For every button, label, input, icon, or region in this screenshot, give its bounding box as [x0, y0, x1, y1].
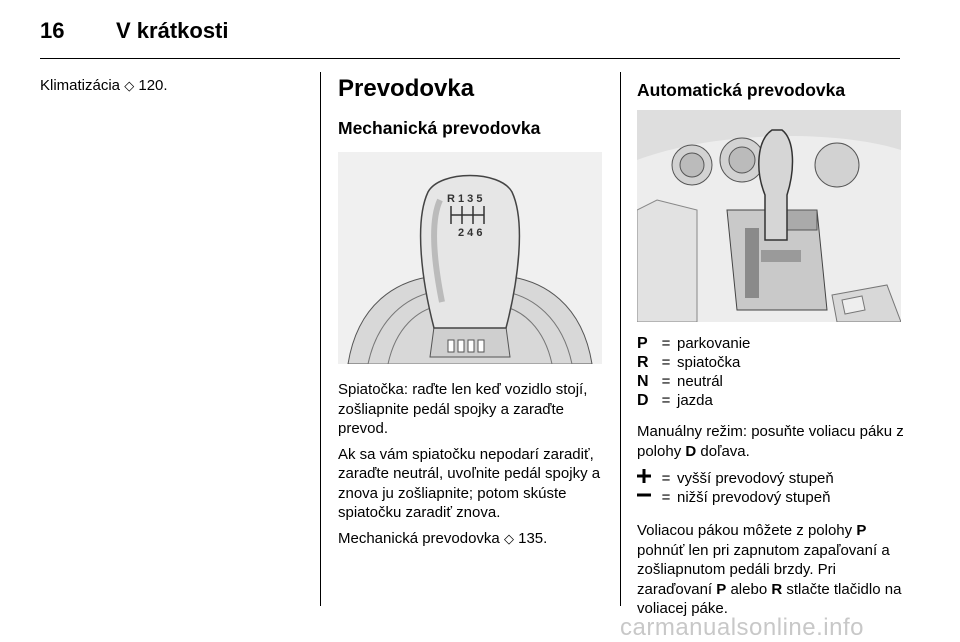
position-p-key: P — [716, 580, 727, 598]
legend-equals: = — [661, 373, 671, 390]
legend-row — [637, 353, 905, 372]
manual-mode-paragraph — [637, 422, 905, 461]
legend-row — [637, 334, 905, 353]
legend-key: D — [637, 392, 649, 409]
selector-lever-paragraph — [637, 521, 905, 619]
legend-key: R — [637, 354, 649, 371]
column-3 — [637, 72, 905, 619]
page-title: V krátkosti — [116, 18, 229, 43]
plus-icon — [637, 469, 655, 488]
reference-page: 135. — [518, 529, 548, 547]
legend-equals: = — [661, 354, 671, 371]
reference-arrow-icon: ◇ — [503, 530, 514, 546]
paragraph-text: pohnúť len pri zapnutom zapaľovaní a zošliapnutom pedáli brzdy. Pri zaraďovaní — [637, 541, 890, 598]
position-d-key: D — [685, 442, 697, 460]
paragraph-text: alebo — [730, 580, 768, 598]
gear-knob-illustration — [338, 152, 602, 364]
header-rule — [40, 58, 900, 59]
legend-key: N — [637, 373, 649, 390]
position-r-key: R — [771, 580, 783, 598]
climate-reference[interactable] — [40, 76, 310, 96]
column-divider-2 — [620, 72, 621, 606]
reverse-gear-retry-paragraph: Ak sa vám spiatočku nepodarí zaradiť, zaraďte neutrál, uvoľnite pedál spojky a znova ju zošliapnite; potom skúste spiatočku zaradiť znova. — [338, 445, 601, 521]
legend-value: parkovanie — [677, 335, 751, 352]
legend-equals: = — [661, 470, 671, 487]
legend-row-minus — [637, 488, 905, 507]
legend-key: P — [637, 335, 648, 352]
reverse-gear-paragraph: Spiatočka: raďte len keď vozidlo stojí, zošliapnite pedál spojky a zaraďte prevod. — [338, 381, 588, 437]
manual-mode-text: Manuálny režim: posuňte voliacu páku z polohy — [637, 423, 904, 460]
manual-mode-text-end: doľava. — [700, 442, 750, 460]
reference-arrow-icon: ◇ — [124, 78, 135, 93]
gear-legend — [637, 334, 905, 410]
minus-icon — [637, 488, 655, 507]
reference-text: Klimatizácia — [40, 77, 121, 94]
shift-legend — [637, 469, 905, 507]
legend-row — [637, 391, 905, 410]
legend-equals: = — [661, 392, 671, 409]
legend-row-plus — [637, 469, 905, 488]
upshift-label: vyšší prevodový stupeň — [677, 470, 834, 487]
manual-transmission-title: Mechanická prevodovka — [338, 118, 541, 138]
gear-pattern-bottom: 2 4 6 — [458, 227, 483, 239]
legend-value: neutrál — [677, 373, 723, 390]
page-number: 16 — [40, 18, 65, 43]
legend-value: spiatočka — [677, 354, 741, 371]
gear-pattern-top: R 1 3 5 — [447, 193, 483, 205]
position-p-key: P — [856, 522, 867, 539]
section-title: Prevodovka — [338, 75, 475, 102]
legend-equals: = — [661, 489, 671, 506]
manual-transmission-reference[interactable] — [338, 529, 606, 549]
column-1 — [40, 72, 310, 96]
automatic-selector-image — [637, 110, 901, 322]
reference-text: Mechanická prevodovka — [338, 529, 500, 547]
column-2 — [338, 72, 606, 548]
manual-gear-knob-image — [338, 152, 602, 364]
selector-lever-illustration — [637, 110, 901, 322]
legend-equals: = — [661, 335, 671, 352]
paragraph-text: Voliacou pákou môžete z polohy — [637, 522, 853, 539]
downshift-label: nižší prevodový stupeň — [677, 489, 831, 506]
reference-page: 120. — [138, 77, 168, 94]
legend-row — [637, 372, 905, 391]
column-divider-1 — [320, 72, 321, 606]
automatic-transmission-title: Automatická prevodovka — [637, 80, 846, 100]
legend-value: jazda — [677, 392, 713, 409]
watermark: carmanualsonline.info — [620, 614, 864, 641]
paragraph-text: stlačte tlačidlo na voliacej páke. — [637, 580, 902, 617]
